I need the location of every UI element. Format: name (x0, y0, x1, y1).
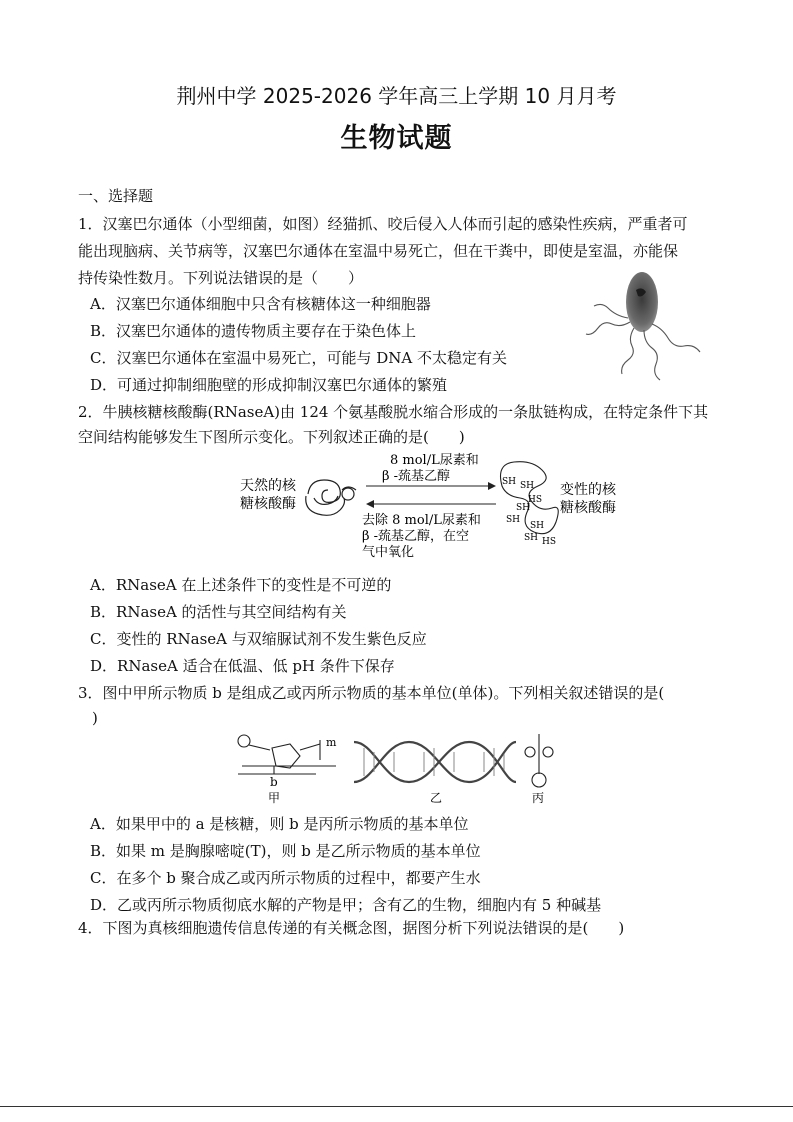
q2-option-d: D．RNaseA 适合在低温、低 pH 条件下保存 (90, 657, 395, 675)
native-protein-drawing (306, 480, 356, 515)
sh-label-2: SH (520, 481, 535, 491)
q2-option-b: B．RNaseA 的活性与其空间结构有关 (90, 603, 347, 621)
q2-option-c: C．变性的 RNaseA 与双缩脲试剂不发生紫色反应 (90, 630, 427, 648)
q4-stem-line-1: 4．下图为真核细胞遗传信息传递的有关概念图，据图分析下列说法错误的是( ) (78, 919, 625, 937)
q1-option-a: A．汉塞巴尔通体细胞中只含有核糖体这一种细胞器 (90, 295, 431, 313)
denatured-enzyme-label-2: 糖核酸酶 (560, 500, 616, 516)
hs-label-2: HS (542, 537, 557, 547)
q1-option-b: B．汉塞巴尔通体的遗传物质主要存在于染色体上 (90, 322, 417, 340)
forward-condition-2: β -巯基乙醇 (382, 469, 451, 484)
reverse-condition-1: 去除 8 mol/L尿素和 (362, 513, 481, 528)
q3-option-d: D．乙或丙所示物质彻底水解的产物是甲；含有乙的生物，细胞内有 5 种碱基 (90, 896, 602, 914)
sh-label-3: SH (516, 503, 531, 513)
nucleotide-drawing (238, 735, 336, 774)
sh-label-1: SH (502, 477, 517, 487)
q1-stem-line-1: 1．汉塞巴尔通体（小型细菌，如图）经猫抓、咬后侵入人体而引起的感染性疾病，严重者可 (78, 215, 688, 233)
subject-title: 生物试题 (340, 123, 453, 154)
reverse-condition-2: β -巯基乙醇，在空 (362, 529, 470, 544)
page-bottom-rule (0, 1106, 793, 1107)
q2-stem-line-1: 2．牛胰核糖核酸酶(RNaseA)由 124 个氨基酸脱水缩合形成的一条肽链构成，在特定条件下其 (78, 403, 709, 421)
label-jia: 甲 (268, 791, 281, 805)
sh-label-5: SH (530, 521, 545, 531)
q3-option-a: A．如果甲中的 a 是核糖，则 b 是丙所示物质的基本单位 (90, 815, 469, 833)
rnase-denaturation-figure (230, 446, 630, 566)
native-enzyme-label-2: 糖核酸酶 (240, 496, 296, 512)
q1-stem-line-3: 持传染性数月。下列说法错误的是（ ） (78, 269, 364, 287)
sh-label-4: SH (506, 515, 521, 525)
q2-stem-line-2: 空间结构能够发生下图所示变化。下列叙述正确的是( ) (78, 428, 465, 446)
forward-condition-1: 8 mol/L尿素和 (390, 453, 479, 468)
dna-helix-drawing (354, 742, 516, 782)
trna-drawing (525, 734, 553, 787)
q3-option-b: B．如果 m 是胸腺嘧啶(T)，则 b 是乙所示物质的基本单位 (90, 842, 481, 860)
denatured-enzyme-label-1: 变性的核 (560, 482, 616, 498)
q2-option-a: A．RNaseA 在上述条件下的变性是不可逆的 (90, 576, 392, 594)
dna-base-pairs (364, 748, 504, 776)
native-enzyme-label-1: 天然的核 (240, 478, 296, 494)
q3-option-c: C．在多个 b 聚合成乙或丙所示物质的过程中，都要产生水 (90, 869, 481, 887)
section-label: 一、选择题 (78, 187, 154, 205)
bacterium-illustration (584, 270, 704, 395)
hs-label-1: HS (528, 495, 543, 505)
nucleotide-dna-trna-figure (234, 730, 564, 808)
label-bing: 丙 (532, 791, 545, 805)
q3-stem-line-1: 3．图中甲所示物质 b 是组成乙或丙所示物质的基本单位(单体)。下列相关叙述错误的是( (78, 684, 665, 702)
label-yi: 乙 (430, 791, 443, 805)
label-b: b (270, 775, 278, 789)
sh-label-6: SH (524, 533, 539, 543)
exam-title: 荆州中学 2025-2026 学年高三上学期 10 月月考 (176, 84, 617, 108)
q3-stem-line-2: ) (92, 709, 98, 727)
label-m: m (326, 736, 337, 749)
q1-option-c: C．汉塞巴尔通体在室温中易死亡，可能与 DNA 不太稳定有关 (90, 349, 507, 367)
q1-stem-line-2: 能出现脑病、关节病等，汉塞巴尔通体在室温中易死亡，但在干粪中，即使是室温，亦能保 (78, 242, 679, 260)
reverse-condition-3: 气中氧化 (362, 545, 415, 560)
q1-option-d: D．可通过抑制细胞壁的形成抑制汉塞巴尔通体的繁殖 (90, 376, 448, 394)
